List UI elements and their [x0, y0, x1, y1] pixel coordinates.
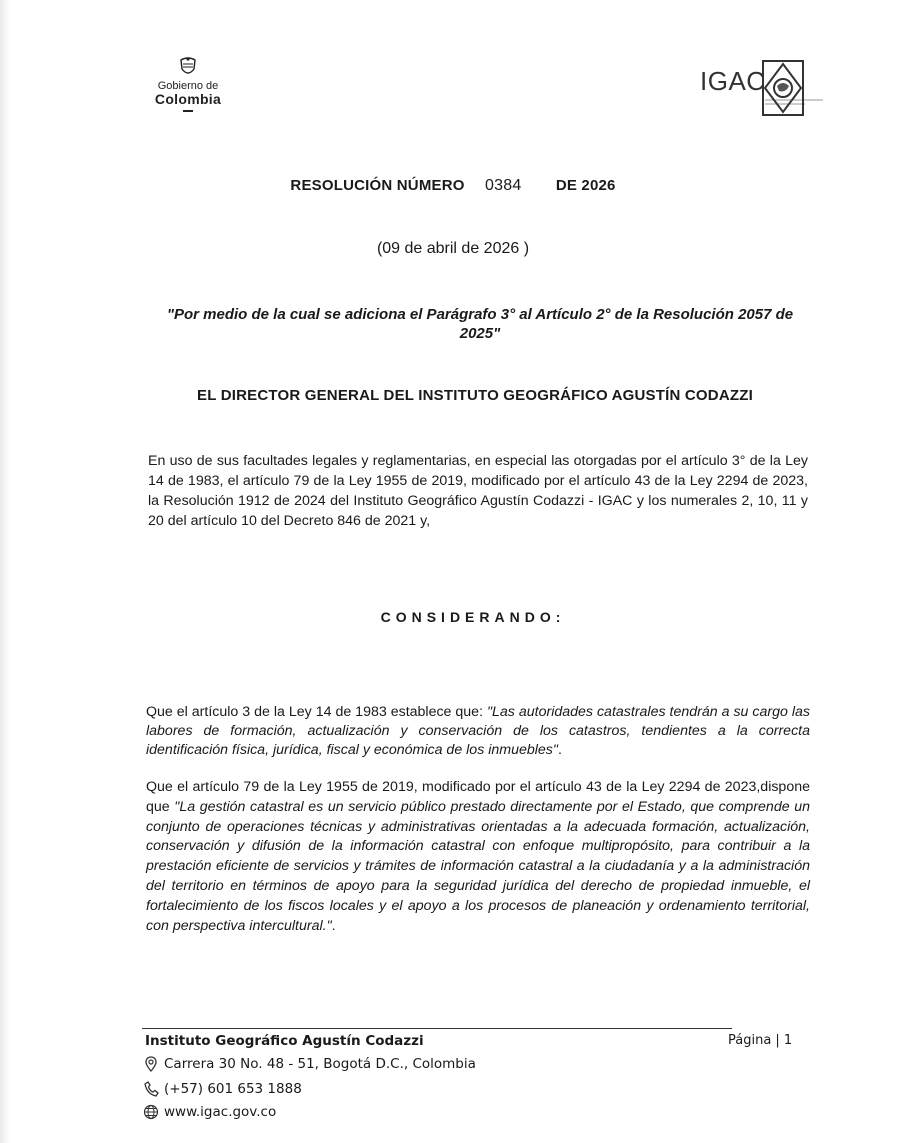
resolution-date: (09 de abril de 2026 ) [376, 240, 530, 257]
phone-text: (+57) 601 653 1888 [164, 1081, 302, 1097]
considering-paragraph-1 [146, 703, 810, 760]
resolution-number: 0384 [485, 177, 522, 194]
logo-dash [183, 110, 193, 112]
igac-wordmark: IGAC [700, 66, 766, 96]
footer-organization: Instituto Geográfico Agustín Codazzi [145, 1033, 424, 1049]
colombia-label: Colombia [154, 91, 222, 107]
gobierno-colombia-logo [148, 56, 228, 116]
para2-lead: Que el artículo 79 de la Ley 1955 de 2019, modificado por el artículo 43 de la Ley 2294 de 2023,dispone que [146, 779, 810, 815]
website-link[interactable]: www.igac.gov.co [164, 1104, 277, 1120]
resolution-title-prefix: RESOLUCIÓN NÚMERO [290, 177, 465, 194]
gobierno-label: Gobierno de [157, 80, 219, 92]
resolution-subject: "Por medio de la cual se adiciona el Parágrafo 3° al Artículo 2° de la Resolución 2057 de 2025" [166, 306, 794, 342]
page-number: Página | 1 [728, 1033, 793, 1048]
address-text: Carrera 30 No. 48 - 51, Bogotá D.C., Colombia [164, 1056, 476, 1072]
para1-quote: "Las autoridades catastrales tendrán a su cargo las labores de formación, actualización y conservación de los catastros, tendientes a la correcta identificación física, jurídica, fiscal y económica de los inmuebles" [146, 704, 810, 758]
para2-quote: "La gestión catastral es un servicio público prestado directamente por el Estado, que comprende un conjunto de operaciones técnicas y administrativas orientadas a la adecuada formación, actualización, conservación y difusión de la información catastral con enfoque multipropósito, para contribuir a la prestación eficiente de servicios y trámites de información catastral a la ciudadanía y a la administración del territorio en términos de apoyo para la seguridad jurídica del derecho de propiedad inmueble, el fortalecimiento de los fiscos locales y el apoyo a los procesos de planeación y ordenamiento territorial, con perspectiva intercultural." [146, 798, 810, 934]
considering-paragraph-2 [146, 778, 810, 936]
footer-divider [142, 1028, 732, 1029]
para2-end: . [331, 917, 336, 934]
resolution-title [0, 177, 906, 195]
para1-end: . [557, 742, 562, 758]
para1-lead: Que el artículo 3 de la Ley 14 de 1983 establece que: [146, 704, 487, 720]
issuing-authority: EL DIRECTOR GENERAL DEL INSTITUTO GEOGRÁFICO AGUSTÍN CODAZZI [197, 387, 753, 404]
footer-phone [143, 1081, 302, 1097]
igac-logo [700, 60, 810, 120]
footer-website [143, 1104, 276, 1120]
igac-emblem-icon [762, 60, 804, 116]
coat-of-arms-icon [177, 56, 199, 78]
page-edge-shadow [0, 0, 10, 1143]
phone-icon [143, 1081, 159, 1097]
considerando-heading: CONSIDERANDO: [380, 609, 566, 625]
resolution-year: DE 2026 [555, 177, 616, 194]
location-pin-icon [143, 1056, 159, 1072]
globe-icon [143, 1104, 159, 1120]
footer-address [143, 1056, 476, 1072]
legal-basis-paragraph: En uso de sus facultades legales y reglamentarias, en especial las otorgadas por el artículo 3° de la Ley 14 de 1983, el artículo 79 de la Ley 1955 de 2019, modificado por el artículo 43 de la Ley 2294 de 2023, la Resolución 1912 de 2024 del Instituto Geográfico Agustín Codazzi - IGAC y los numerales 2, 10, 11 y 20 del artículo 10 del Decreto 846 de 2021 y, [148, 453, 808, 529]
